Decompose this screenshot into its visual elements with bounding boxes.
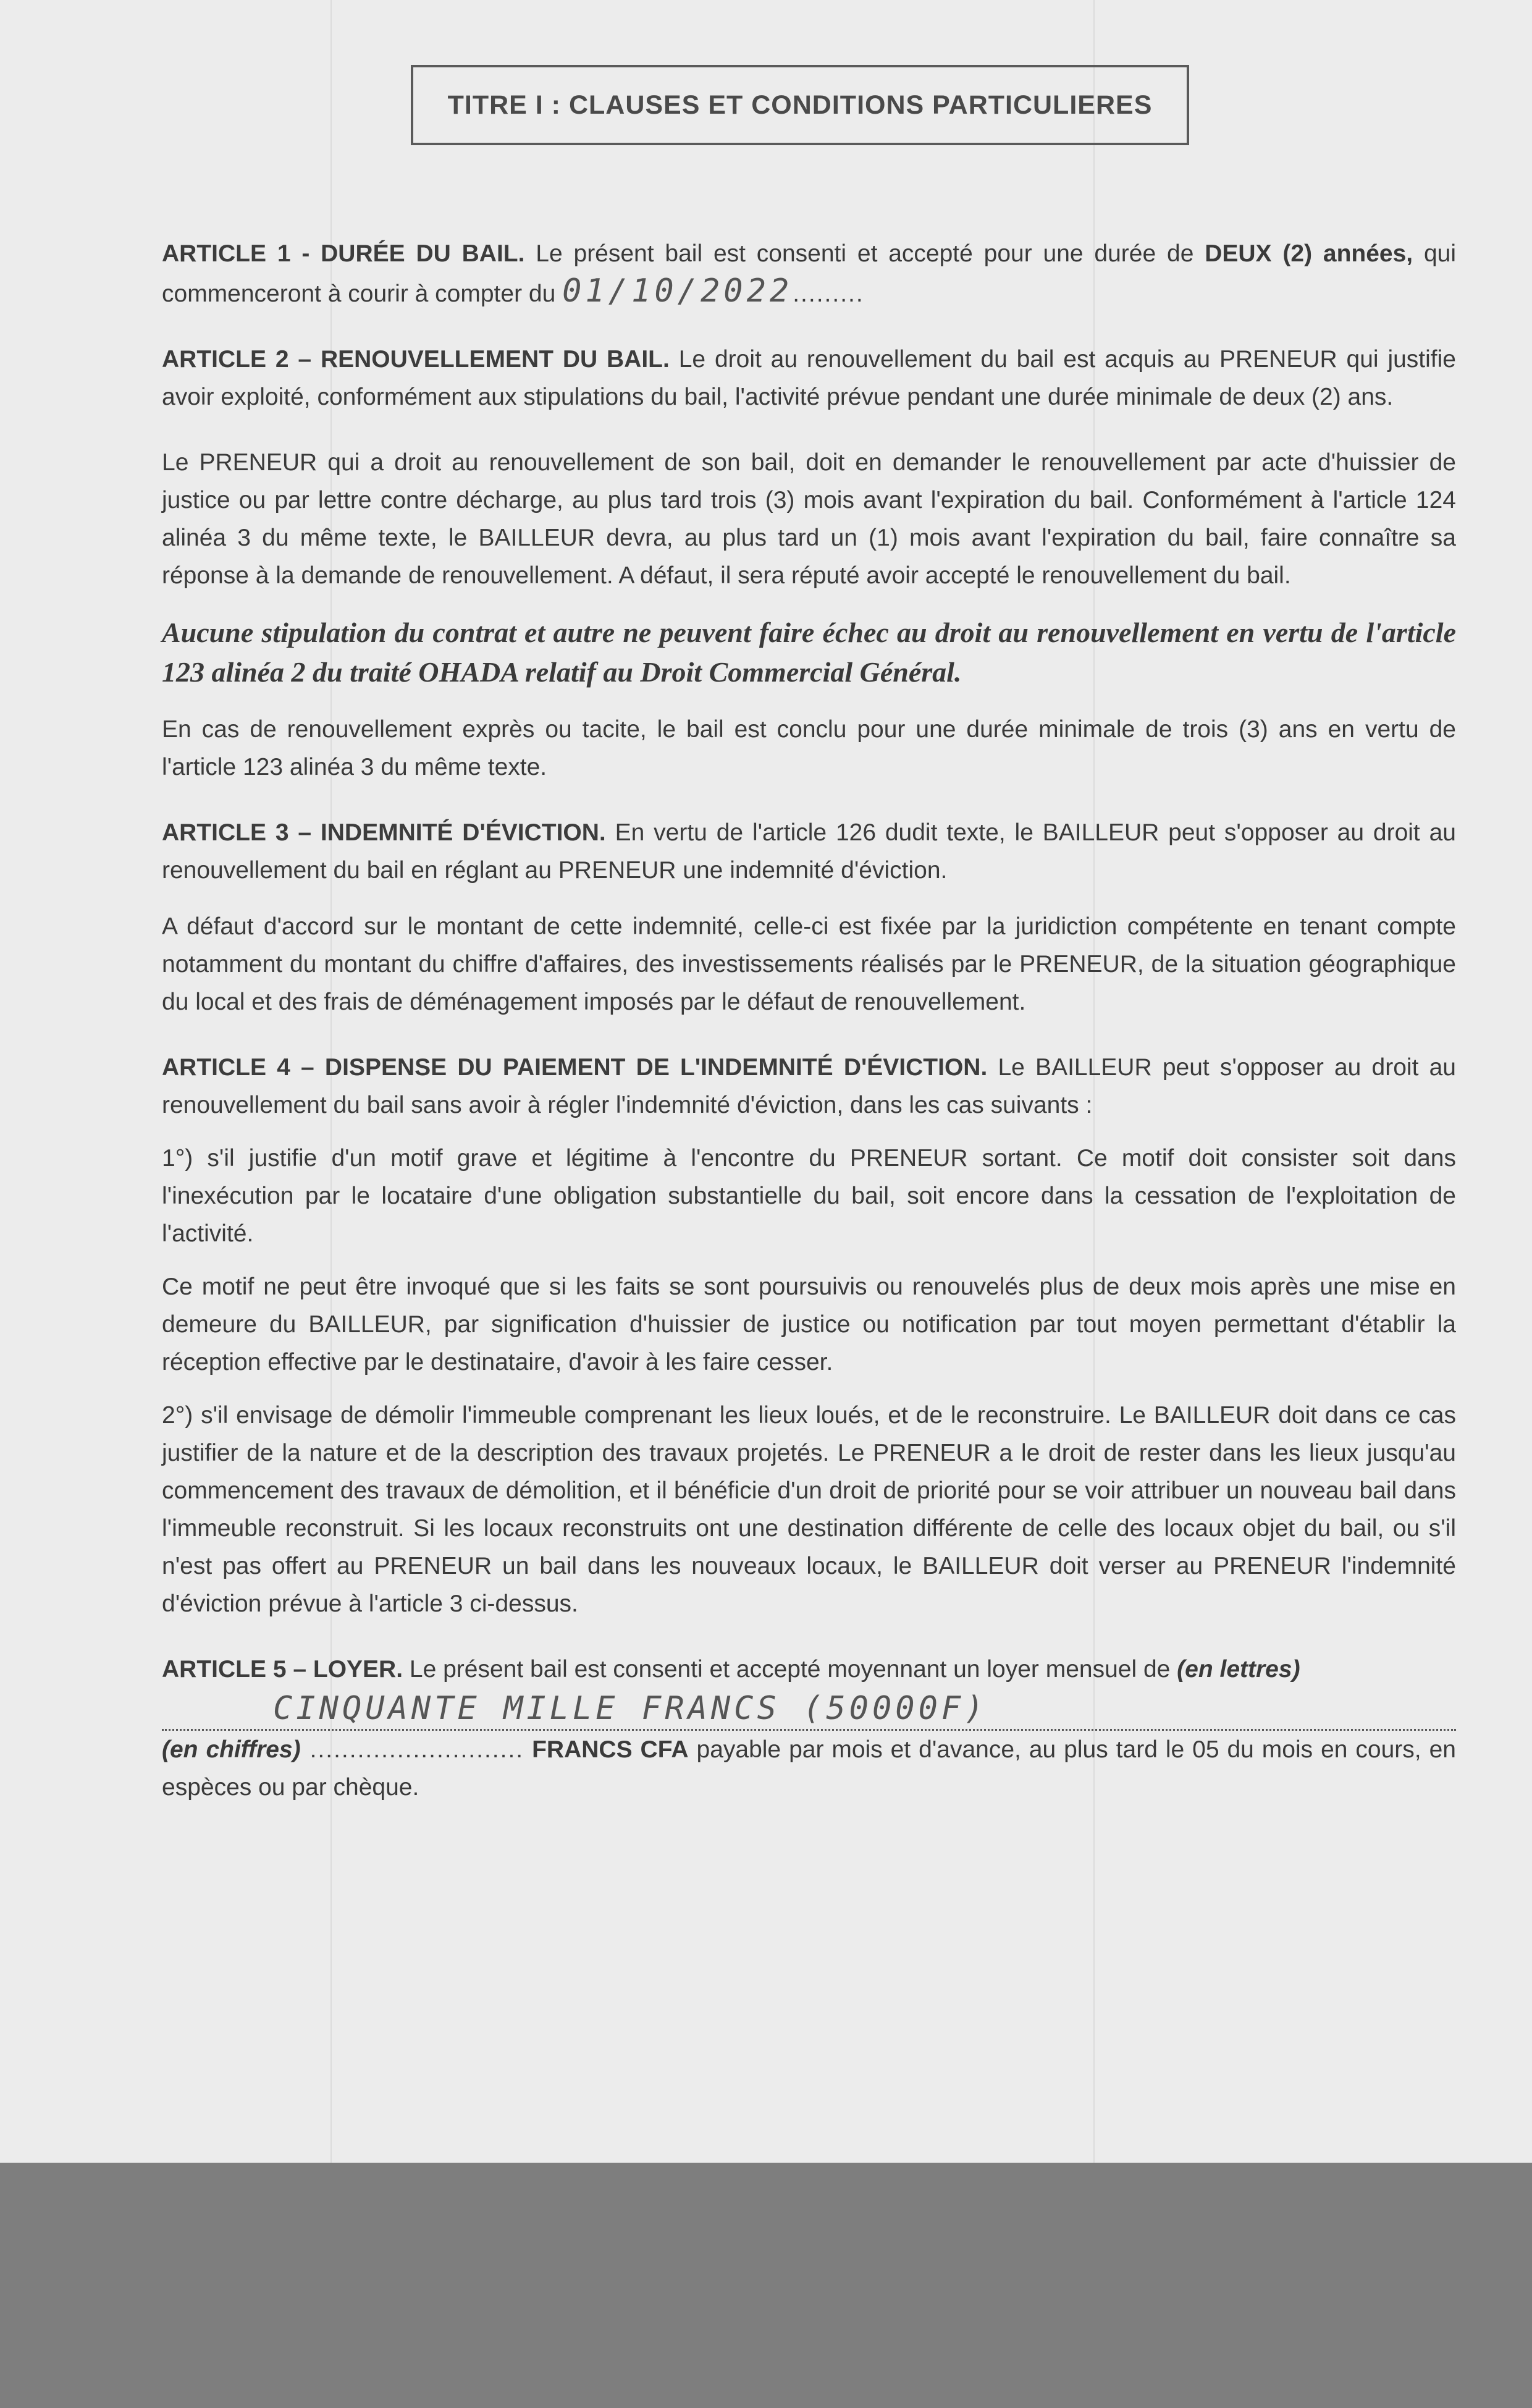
article-4-p1: Le BAILLEUR peut s'opposer au droit au renouvellement du bail sans avoir à régler l'indemnité d'éviction, dans les cas suivants : <box>162 1054 1456 1118</box>
article-1-text: Le présent bail est consenti et accepté pour une durée de <box>524 240 1205 267</box>
article-4-p4: 2°) s'il envisage de démolir l'immeuble comprenant les lieux loués, et de le reconstruire. Le BAILLEUR doit dans ce cas justifier de la nature et de la description des travaux projetés. Le PRENEUR a le droit de rester dans les lieux jusqu'au commencement des travaux de démolition, et il bénéficie d'un droit de priorité pour se voir attribuer un nouveau bail dans l'immeuble reconstruit. Si les locaux reconstruits ont une destination différente de celle des locaux objet du bail, ou s'il n'est pas offert au PRENEUR un bail dans les nouveaux locaux, le BAILLEUR doit verser au PRENEUR l'indemnité d'éviction prévue à l'article 3 ci-dessus. <box>162 1402 1456 1617</box>
article-3 <box>162 814 1456 889</box>
article-1 <box>162 235 1456 313</box>
article-3-p2: A défaut d'accord sur le montant de cette indemnité, celle-ci est fixée par la juridiction compétente en tenant compte notamment du montant du chiffre d'affaires, des investissements réalisés par le PRENEUR, de la situation géographique du local et des frais de déménagement imposés par le défaut de renouvellement. <box>162 913 1456 1015</box>
article-1-duration: DEUX (2) années, <box>1205 240 1413 267</box>
article-3-heading: ARTICLE 3 – INDEMNITÉ D'ÉVICTION. <box>162 819 606 846</box>
en-lettres-label: (en lettres) <box>1177 1656 1300 1683</box>
article-4-heading: ARTICLE 4 – DISPENSE DU PAIEMENT DE L'INDEMNITÉ D'ÉVICTION. <box>162 1054 988 1081</box>
article-2-heading: ARTICLE 2 – RENOUVELLEMENT DU BAIL. <box>162 346 670 373</box>
article-2-p1: Le droit au renouvellement du bail est acquis au PRENEUR qui justifie avoir exploité, conformément aux stipulations du bail, l'activité prévue pendant une durée minimale de deux (2) ans. <box>162 346 1456 410</box>
article-2-p4: En cas de renouvellement exprès ou tacite, le bail est conclu pour une durée minimale de trois (3) ans en vertu de l'article 123 alinéa 3 du même texte. <box>162 716 1456 780</box>
dots: ......... <box>793 281 864 307</box>
article-5-heading: ARTICLE 5 – LOYER. <box>162 1656 403 1683</box>
en-chiffres-label: (en chiffres) <box>162 1736 301 1763</box>
rent-in-words-field[interactable]: CINQUANTE MILLE FRANCS (50000F) <box>162 1688 1456 1731</box>
article-5-text: Le présent bail est consenti et accepté moyennant un loyer mensuel de <box>403 1656 1177 1683</box>
article-5-text2: payable par mois et d'avance, au plus tard le 05 du mois en cours, en espèces ou par chèque. <box>162 1736 1456 1801</box>
article-4-p3: Ce motif ne peut être invoqué que si les faits se sont poursuivis ou renouvelés plus de deux mois après une mise en demeure du BAILLEUR, par signification d'huissier de justice ou notification par tout moyen permettant d'établir la réception effective par le destinataire, d'avoir à les faire cesser. <box>162 1274 1456 1375</box>
article-4-p2: 1°) s'il justifie d'un motif grave et légitime à l'encontre du PRENEUR sortant. Ce motif doit consister soit dans l'inexécution par le locataire d'une obligation substantielle du bail, soit encore dans la cessation de l'exploitation de l'activité. <box>162 1145 1456 1247</box>
article-3-p1: En vertu de l'article 126 dudit texte, le BAILLEUR peut s'opposer au droit au renouvellement du bail en réglant au PRENEUR une indemnité d'éviction. <box>162 819 1456 884</box>
rent-in-figures-field[interactable]: ........................... <box>300 1736 524 1763</box>
currency-label: FRANCS CFA <box>532 1736 689 1763</box>
title-box <box>411 65 1189 145</box>
article-4 <box>162 1049 1456 1124</box>
article-5 <box>162 1650 1456 1806</box>
document-title: TITRE I : CLAUSES ET CONDITIONS PARTICULIERES <box>447 90 1153 120</box>
article-2-p3: Aucune stipulation du contrat et autre ne peuvent faire échec au droit au renouvellement en vertu de l'article 123 alinéa 2 du traité OHADA relatif au Droit Commercial Général. <box>162 617 1456 688</box>
start-date-field[interactable]: 01/10/2022 <box>562 272 793 310</box>
article-1-heading: ARTICLE 1 - DURÉE DU BAIL. <box>162 240 525 267</box>
article-1-text2: qui commenceront à courir à compter du <box>162 240 1457 307</box>
article-2 <box>162 340 1456 416</box>
document-body <box>162 235 1456 1834</box>
article-2-p2: Le PRENEUR qui a droit au renouvellement de son bail, doit en demander le renouvellement par acte d'huissier de justice ou par lettre contre décharge, au plus tard trois (3) mois avant l'expiration du bail. Conformément à l'article 124 alinéa 3 du même texte, le BAILLEUR devra, au plus tard un (1) mois avant l'expiration du bail, faire connaître sa réponse à la demande de renouvellement. A défaut, il sera réputé avoir accepté le renouvellement du bail. <box>162 449 1456 589</box>
